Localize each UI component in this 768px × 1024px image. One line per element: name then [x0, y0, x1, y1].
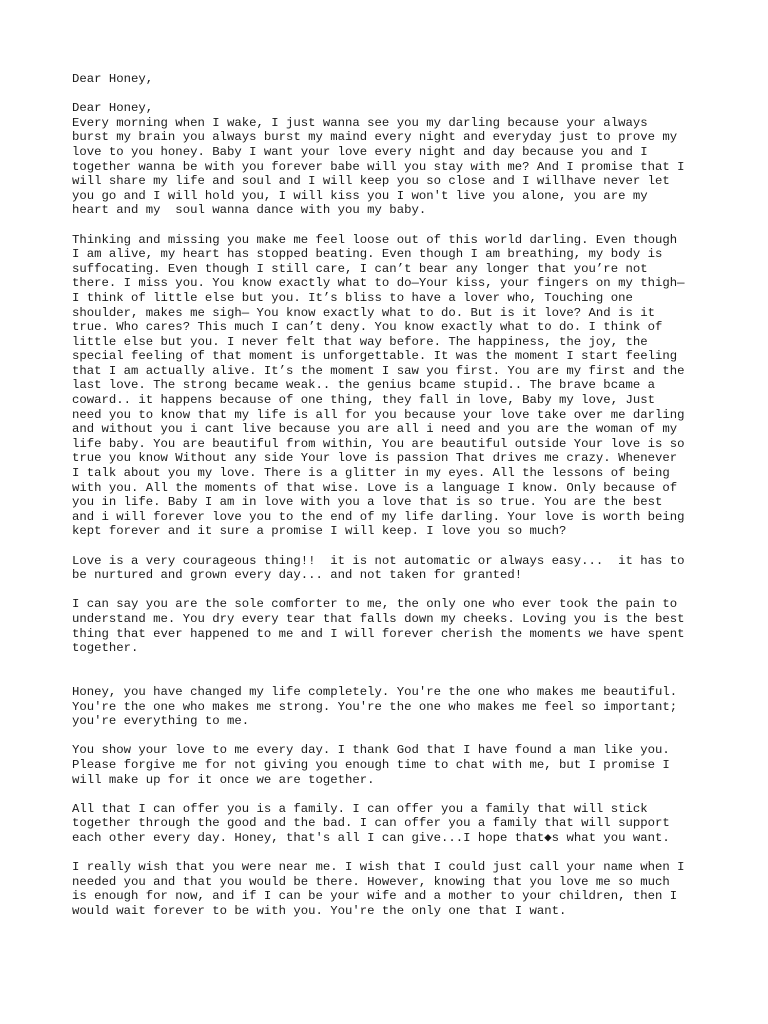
text-line: that I am actually alive. It’s the moment I saw you first. You are my first and the	[72, 363, 685, 378]
text-line: there. I miss you. You know exactly what to do—Your kiss, your fingers on my thigh—	[72, 276, 685, 291]
text-line: heart and my soul wanna dance with you my baby.	[72, 203, 427, 218]
text-line: you go and I will hold you, I will kiss you I won't live you alone, you are my	[72, 188, 648, 203]
text-line: together wanna be with you forever babe will you stay with me? And I promise that I	[72, 159, 685, 174]
text-line: I really wish that you were near me. I wish that I could just call your name when I	[72, 860, 685, 875]
text-line: Dear Honey,	[72, 101, 154, 116]
text-line: true you know Without any side Your love is passion That drives me crazy. Whenever	[72, 451, 678, 466]
blank-line	[72, 670, 712, 685]
text-line: thing that ever happened to me and I will forever cherish the moments we have spent	[72, 626, 685, 641]
text-line: Thinking and missing you make me feel loose out of this world darling. Even though	[72, 232, 678, 247]
text-line: suffocating. Even though I still care, I can’t bear any longer that you’re not	[72, 261, 648, 276]
text-line: would wait forever to be with you. You're the only one that I want.	[72, 903, 567, 918]
text-line: Love is a very courageous thing!! it is not automatic or always easy... it has to	[72, 553, 685, 568]
paragraph-7	[72, 802, 712, 846]
text-line: need you to know that my life is all for you because your love take over me darling	[72, 407, 685, 422]
paragraph-1	[72, 101, 712, 218]
text-line: little else but you. I never felt that way before. The happiness, the joy, the	[72, 334, 648, 349]
text-line: will make up for it once we are together.	[72, 772, 375, 787]
text-line: each other every day. Honey, that's all I can give...I hope that◆s what you want.	[72, 830, 670, 845]
paragraph-5	[72, 685, 712, 729]
letter-page	[72, 72, 712, 933]
paragraph-6	[72, 743, 712, 787]
text-line: kept forever and it sure a promise I will keep. I love you so much?	[72, 524, 567, 539]
text-line: needed you and that you would be there. However, knowing that you love me so much	[72, 874, 670, 889]
text-line: Every morning when I wake, I just wanna see you my darling because your always	[72, 115, 648, 130]
text-line: Honey, you have changed my life completely. You're the one who makes me beautiful.	[72, 684, 678, 699]
text-line: I think of little else but you. It’s bliss to have a lover who, Touching one	[72, 290, 633, 305]
text-line: and without you i cant live because you are all i need and you are the woman of my	[72, 422, 678, 437]
text-line: I am alive, my heart has stopped beating. Even though I am breathing, my body is	[72, 247, 663, 262]
text-line: You show your love to me every day. I thank God that I have found a man like you.	[72, 743, 670, 758]
text-line: Please forgive me for not giving you enough time to chat with me, but I promise I	[72, 757, 670, 772]
text-line: with you. All the moments of that wise. Love is a language I know. Only because of	[72, 480, 678, 495]
text-line: coward.. it happens because of one thing, they fall in love, Baby my love, Just	[72, 393, 655, 408]
text-line: special feeling of that moment is unforgettable. It was the moment I start feeling	[72, 349, 678, 364]
paragraph-3	[72, 554, 712, 583]
text-line: I talk about you my love. There is a glitter in my eyes. All the lessons of being	[72, 466, 670, 481]
text-line: true. Who cares? This much I can’t deny. You know exactly what to do. I think of	[72, 320, 663, 335]
text-line: last love. The strong became weak.. the genius bcame stupid.. The brave bcame a	[72, 378, 655, 393]
paragraph-8	[72, 860, 712, 918]
text-line: will share my life and soul and I will keep you so close and I willhave never let	[72, 174, 670, 189]
text-line: be nurtured and grown every day... and not taken for granted!	[72, 568, 523, 583]
text-line: is enough for now, and if I can be your wife and a mother to your children, then I	[72, 889, 678, 904]
text-line: together through the good and the bad. I can offer you a family that will support	[72, 816, 670, 831]
text-line: and i will forever love you to the end of my life darling. Your love is worth being	[72, 509, 685, 524]
text-line: All that I can offer you is a family. I can offer you a family that will stick	[72, 801, 648, 816]
paragraph-4	[72, 597, 712, 655]
paragraph-2	[72, 233, 712, 539]
text-line: burst my brain you always burst my maind every night and everyday just to prove my	[72, 130, 678, 145]
text-line: life baby. You are beautiful from within, You are beautiful outside Your love is so	[72, 436, 685, 451]
letter-salutation: Dear Honey,	[72, 72, 154, 86]
text-line: shoulder, makes me sigh— You know exactly what to do. But is it love? And is it	[72, 305, 655, 320]
text-line: You're the one who makes me strong. You're the one who makes me feel so important;	[72, 699, 678, 714]
text-line: you're everything to me.	[72, 714, 250, 729]
text-line: I can say you are the sole comforter to me, the only one who ever took the pain to	[72, 597, 678, 612]
text-line: you in life. Baby I am in love with you a love that is so true. You are the best	[72, 495, 663, 510]
text-line: love to you honey. Baby I want your love every night and day because you and I	[72, 144, 648, 159]
text-line: understand me. You dry every tear that falls down my cheeks. Loving you is the best	[72, 611, 685, 626]
text-line: together.	[72, 641, 139, 656]
